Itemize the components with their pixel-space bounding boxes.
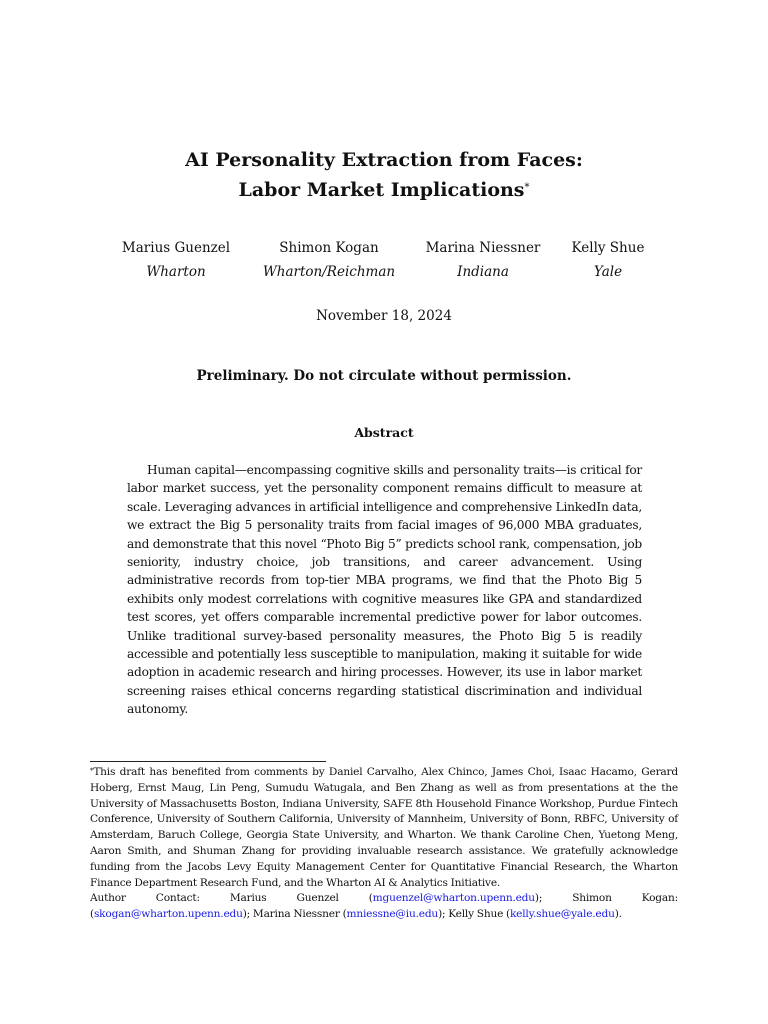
author-name: Marina Niessner (425, 240, 541, 256)
title-line-1: AI Personality Extraction from Faces: (185, 149, 583, 171)
author-name: Marius Guenzel (121, 240, 231, 256)
circulation-notice: Preliminary. Do not circulate without permission. (196, 368, 572, 384)
contact-name: Kelly Shue (448, 908, 504, 921)
footnote-paragraph (90, 766, 678, 889)
contact-label: Author Contact: (90, 892, 200, 905)
author-name: Kelly Shue (571, 240, 645, 256)
footnote-rule (90, 761, 326, 762)
contact-name: Shimon Kogan (572, 892, 675, 905)
author-affiliation: Indiana (457, 264, 509, 280)
abstract-body: Human capital—encompassing cognitive skills and personality traits—is critical for labor market success, yet the personality component remains difficult to measure at scale. Leveraging advances in artificial intelligence and comprehensive LinkedIn data, we extract the Big 5 personality traits from facial images of 96,000 MBA graduates, and demonstrate that this novel “Photo Big 5” predicts school rank, compensation, job seniority, industry choice, job transitions, and career advancement. Using administrative records from top-tier MBA programs, we find that the Photo Big 5 exhibits only modest correlations with cognitive measures like GPA and standardized test scores, yet offers comparable incremental predictive power for labor outcomes. Unlike traditional survey-based personality measures, the Photo Big 5 is readily accessible and potentially less susceptible to manipulation, making it suitable for wide adoption in academic research and hiring processes. However, its use in labor market screening raises ethical concerns regarding statistical discrimination and individual autonomy. (127, 463, 642, 717)
contact-email-link[interactable]: skogan@wharton.upenn.edu (93, 908, 243, 921)
footnote (90, 765, 678, 923)
paper-title (0, 145, 768, 205)
author-block (111, 236, 241, 284)
footnote-text: This draft has benefited from comments by Daniel Carvalho, Alex Chinco, James Choi, Isaac Hacamo, Gerard Hoberg, Ernst Maug, Lin Peng, Sumudu Watugala, and Ben Zhang as well as from presentations at the the University of Massachusetts Boston, Indiana University, SAFE 8th Household Finance Workshop, Purdue Fintech Conference, University of Southern California, University of Mannheim, University of Bonn, RBFC, University of Amsterdam, Baruch College, Georgia State University, and Wharton. We thank Caroline Chen, Yuetong Meng, Aaron Smith, and Shuman Zhang for providing invaluable research assistance. We gratefully acknowledge funding from the Jacobs Levy Equity Management Center for Quantitative Financial Research, the Wharton Finance Department Research Fund, and the Wharton AI & Analytics Initiative. (90, 766, 678, 889)
author-contact-line: Author Contact: Marius Guenzel (mguenzel@wharton.upenn.edu); Shimon Kogan: (skogan@wharton.upenn.edu); Marina Niessner (mniessne@iu.edu); Kelly Shue (kelly.shue@yale.edu). (90, 892, 678, 921)
author-block (416, 236, 550, 284)
contact-email-link[interactable]: mguenzel@wharton.upenn.edu (372, 892, 535, 905)
abstract-heading: Abstract (354, 425, 414, 440)
contact-email-link[interactable]: mniessne@iu.edu (346, 908, 439, 921)
author-affiliation: Wharton/Reichman (262, 264, 396, 280)
title-footnote-mark[interactable]: * (524, 182, 530, 193)
title-line-2-text: Labor Market Implications (238, 179, 525, 201)
author-affiliation: Wharton (146, 264, 206, 280)
title-line-2 (0, 175, 768, 205)
author-affiliation: Yale (593, 264, 623, 280)
paper-date: November 18, 2024 (316, 308, 452, 324)
footnote-mark: * (90, 767, 94, 775)
author-block (562, 236, 654, 284)
contact-name: Marina Niessner (252, 908, 340, 921)
contact-name: Marius Guenzel (229, 892, 339, 905)
author-name: Shimon Kogan (279, 240, 379, 256)
contact-email-link[interactable]: kelly.shue@yale.edu (509, 908, 615, 921)
author-block (258, 236, 400, 284)
